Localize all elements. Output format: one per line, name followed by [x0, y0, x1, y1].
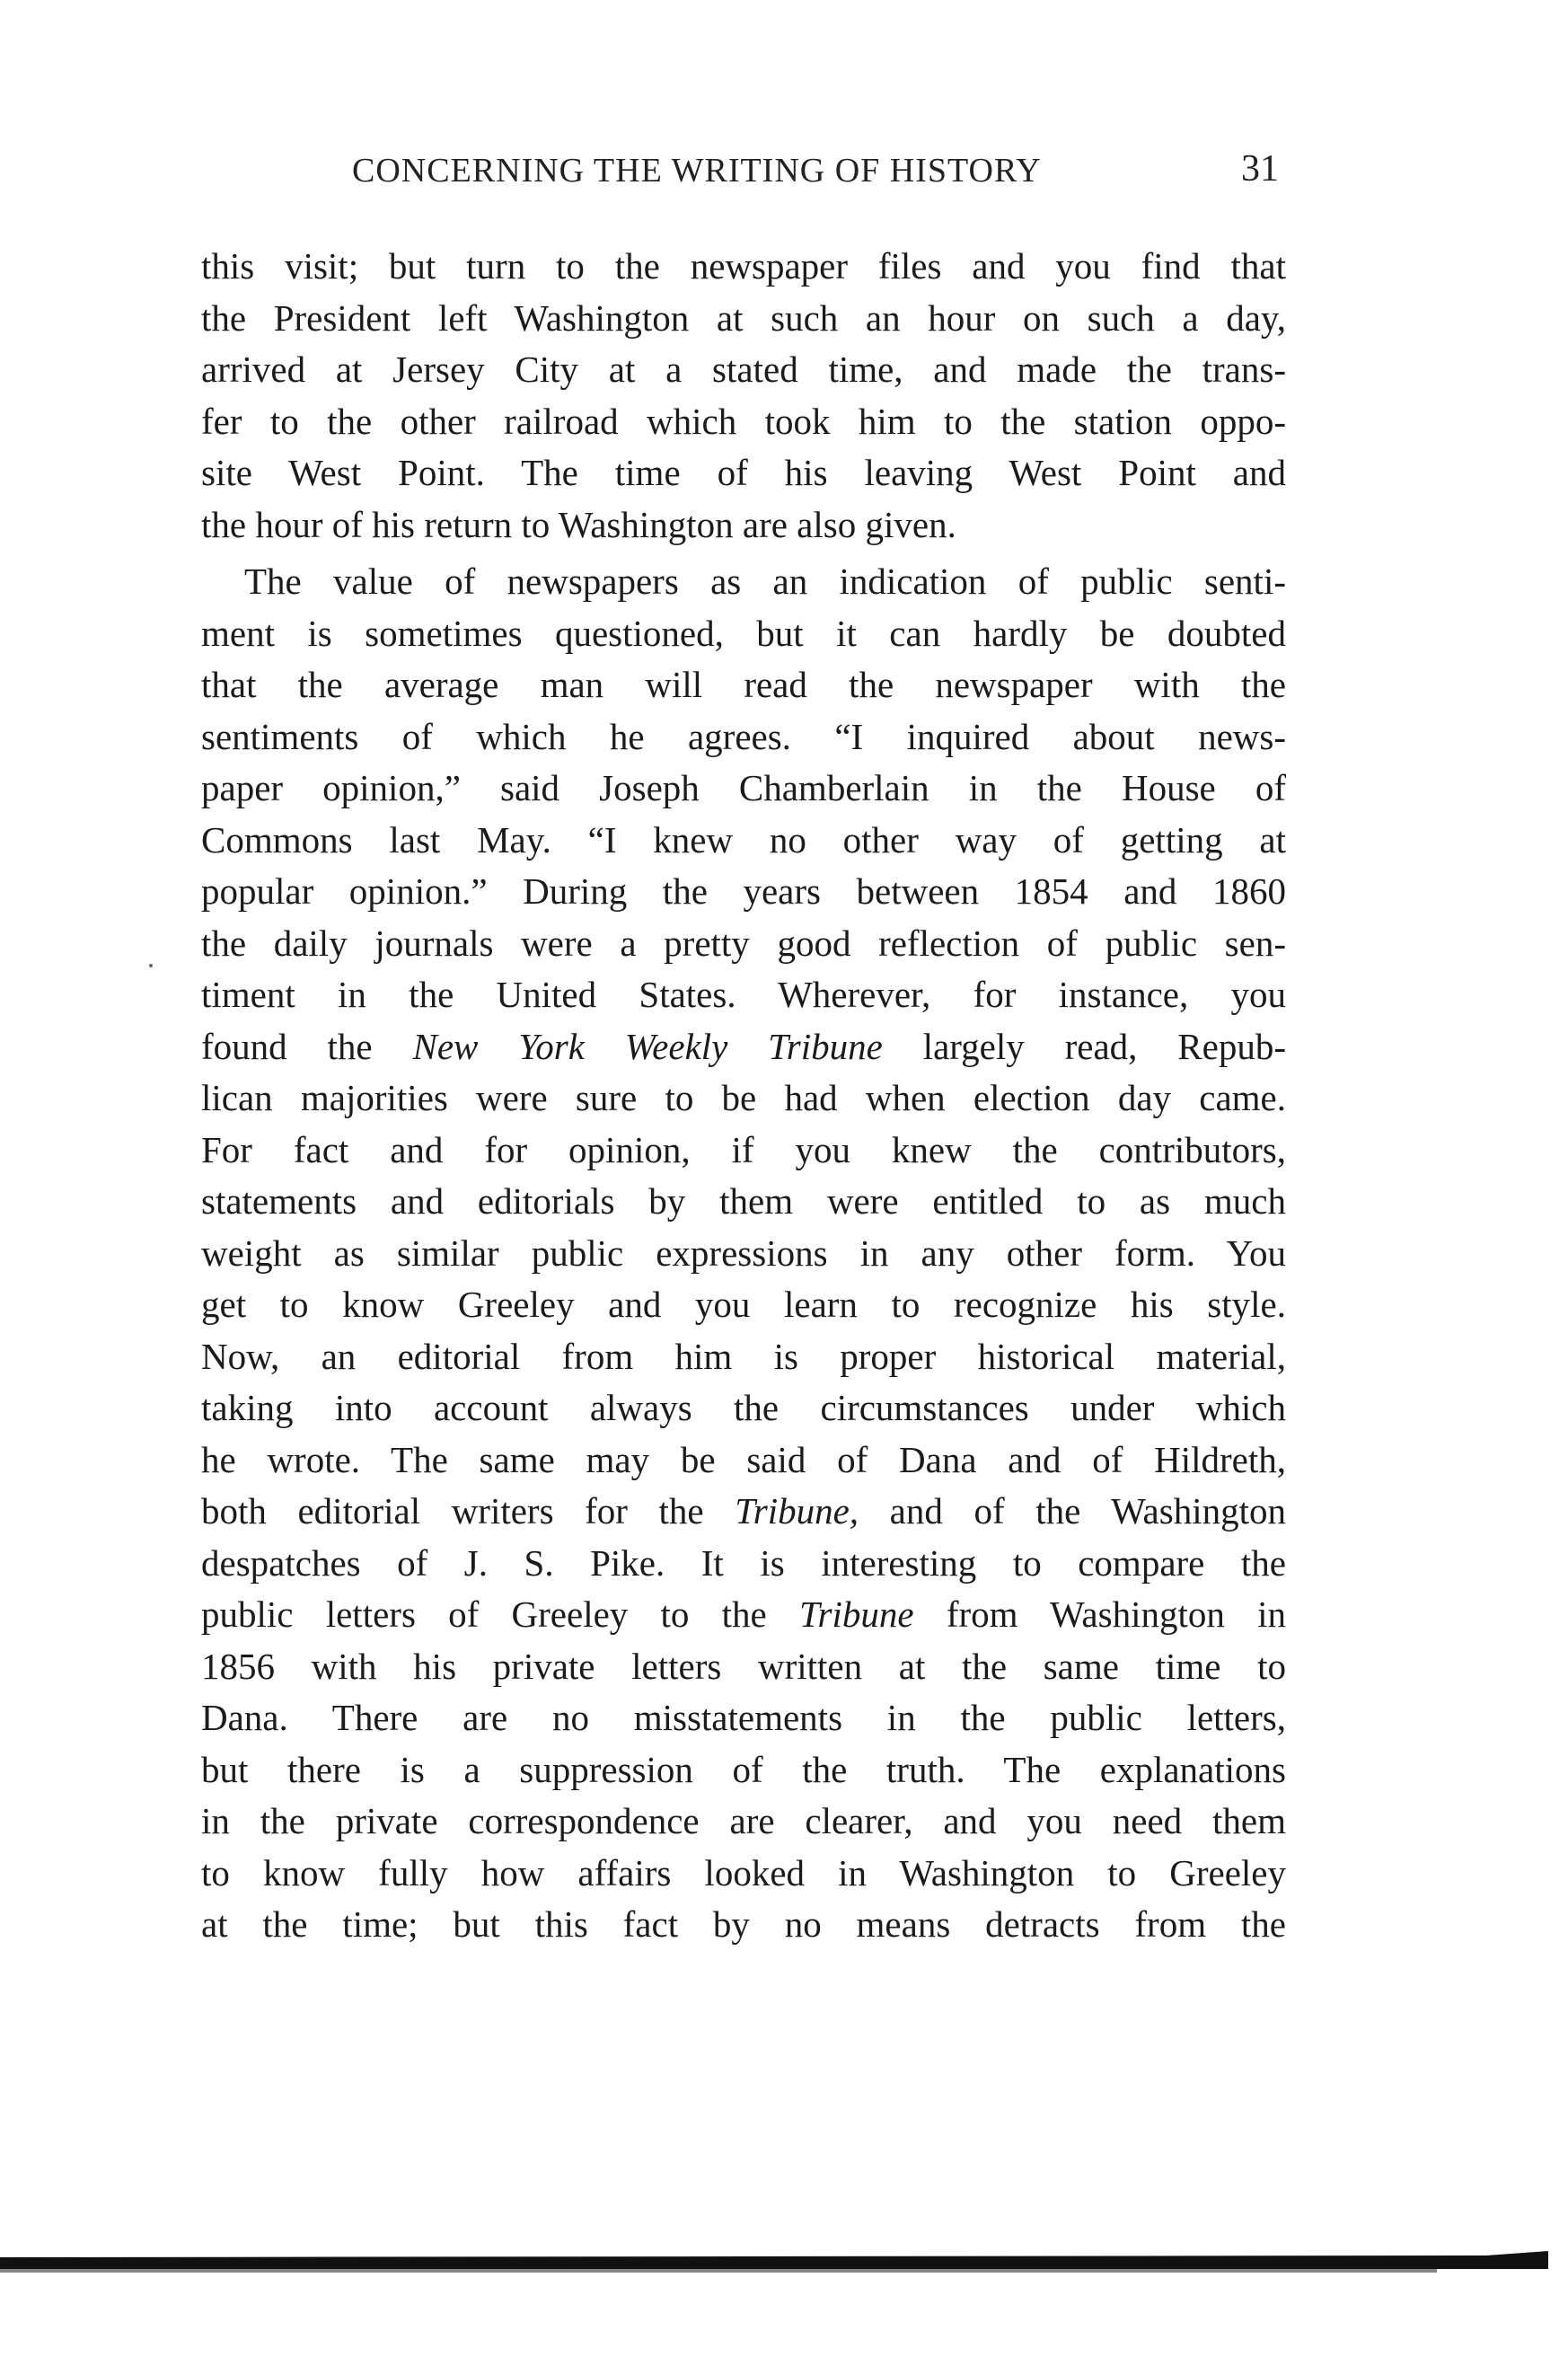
- page-number: 31: [1241, 148, 1279, 190]
- text-segment: public letters of Greeley to the: [201, 1593, 799, 1635]
- text-line: but there is a suppression of the truth. The explanations: [201, 1748, 1286, 1790]
- text-line: [201, 1021, 1286, 1073]
- text-line: that the average man will read the newspaper with the: [201, 664, 1286, 705]
- text-line: [201, 1589, 1286, 1641]
- text-line: Dana. There are no misstatements in the public letters,: [201, 1697, 1286, 1738]
- text-line: paper opinion,” said Joseph Chamberlain in the House of: [201, 767, 1286, 808]
- text-line: despatches of J. S. Pike. It is interesting to compare the: [201, 1541, 1286, 1584]
- text-line: ment is sometimes questioned, but it can hardly be doubted: [201, 612, 1286, 654]
- text-segment: largely read, Repub-: [882, 1025, 1286, 1067]
- text-line: weight as similar public expressions in any other form. You: [201, 1231, 1286, 1274]
- text-line: the daily journals were a pretty good reflection of public sen-: [201, 922, 1286, 964]
- italic-title: Tribune,: [735, 1490, 859, 1532]
- text-line: Commons last May. “I knew no other way of getting at: [201, 818, 1286, 861]
- body-text: [201, 241, 1286, 1951]
- running-head: CONCERNING THE WRITING OF HISTORY: [352, 152, 1042, 190]
- text-line: 1856 with his private letters written at the same time to: [201, 1645, 1286, 1687]
- text-line: to know fully how affairs looked in Washington to Greeley: [201, 1851, 1286, 1894]
- text-line: get to know Greeley and you learn to recognize his style.: [201, 1284, 1286, 1325]
- text-line: this visit; but turn to the newspaper files and you find that: [201, 245, 1286, 287]
- text-line: fer to the other railroad which took him to the station oppo-: [201, 400, 1286, 442]
- text-line: the President left Washington at such an hour on such a day,: [201, 296, 1286, 339]
- text-line: he wrote. The same may be said of Dana and of Hildreth,: [201, 1438, 1286, 1480]
- text-line: lican majorities were sure to be had when election day came.: [201, 1077, 1286, 1118]
- text-line: Now, an editorial from him is proper historical material,: [201, 1335, 1286, 1377]
- text-line: [201, 1486, 1286, 1538]
- page-header: [201, 148, 1279, 205]
- text-line: at the time; but this fact by no means detracts from the: [201, 1903, 1286, 1945]
- text-segment: both editorial writers for the: [201, 1490, 736, 1532]
- text-segment: and of the Washington: [859, 1490, 1286, 1532]
- italic-title: New York Weekly Tribune: [412, 1025, 883, 1067]
- text-line: in the private correspondence are clearer, and you need them: [201, 1800, 1286, 1841]
- text-line: arrived at Jersey City at a stated time, and made the trans-: [201, 349, 1286, 390]
- text-line: taking into account always the circumstances under which: [201, 1387, 1286, 1428]
- italic-title: Tribune: [798, 1593, 914, 1635]
- text-line: sentiments of which he agrees. “I inquired about news-: [201, 715, 1286, 757]
- text-line: the hour of his return to Washington are also given.: [201, 503, 956, 545]
- scan-edge-bar: [0, 2251, 1548, 2269]
- text-segment: found the: [201, 1025, 413, 1067]
- text-line: site West Point. The time of his leaving West Point and: [201, 452, 1286, 493]
- text-line: statements and editorials by them were entitled to as much: [201, 1180, 1286, 1222]
- scan-speck: [149, 964, 153, 967]
- text-line: popular opinion.” During the years between 1854 and 1860: [201, 870, 1286, 912]
- text-segment: from Washington in: [913, 1593, 1286, 1635]
- text-line: timent in the United States. Wherever, for instance, you: [201, 974, 1286, 1015]
- text-line: For fact and for opinion, if you knew the contributors,: [201, 1128, 1286, 1170]
- text-line: The value of newspapers as an indication of public senti-: [244, 561, 1286, 602]
